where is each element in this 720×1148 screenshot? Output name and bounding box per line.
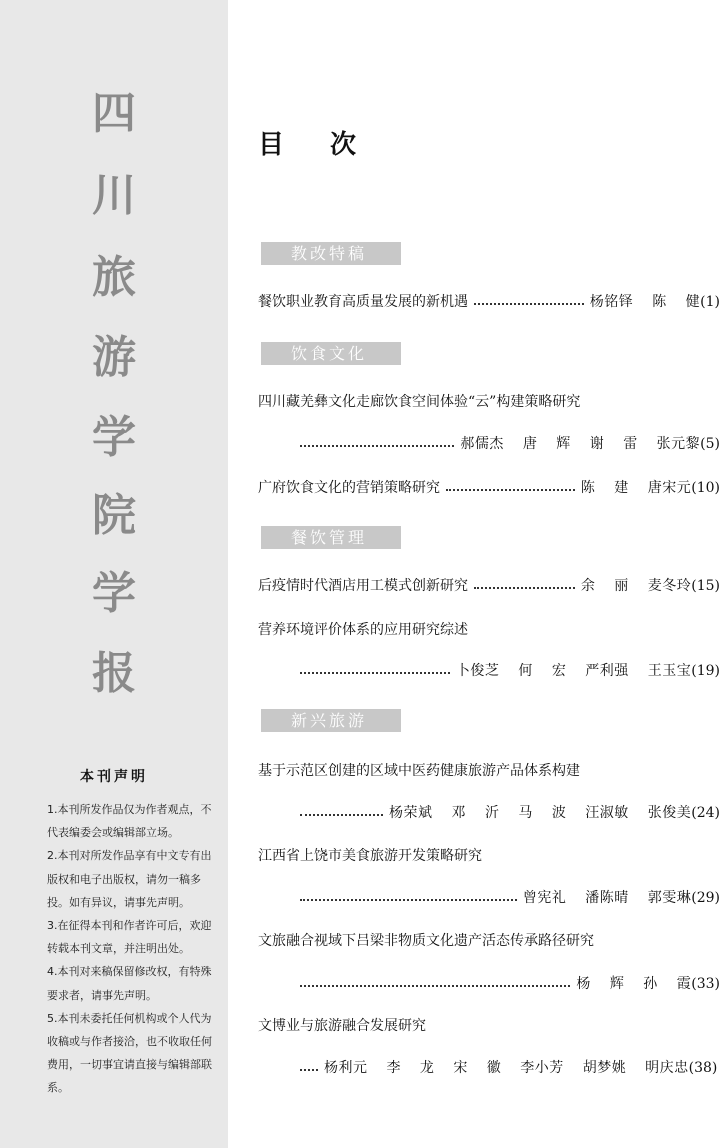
toc-entry[interactable]	[258, 476, 720, 500]
notice-body	[47, 798, 219, 1100]
toc-entry-author-line[interactable]	[300, 801, 720, 825]
toc-heading-char: 次	[330, 130, 357, 160]
toc-entry-author-line[interactable]	[300, 886, 720, 910]
notice-item: 5.本刊未委托任何机构或个人代为收稿或与作者接洽，也不收取任何费用，一切事宜请直接与编辑部联系。	[47, 1011, 212, 1095]
page-number: (19)	[691, 663, 720, 679]
leader-dots	[474, 578, 575, 589]
leader-dots	[300, 976, 570, 987]
page-number: (5)	[700, 436, 720, 452]
journal-title-char: 旅	[92, 252, 136, 303]
article-authors: 郝儒杰 唐 辉 谢 雷 张元黎	[460, 436, 701, 452]
journal-title-char: 四	[92, 88, 136, 139]
page-number: (33)	[691, 976, 720, 992]
journal-title-char: 游	[92, 332, 136, 383]
article-authors: 杨铭铎 陈 健	[589, 294, 701, 310]
article-title: 餐饮职业教育高质量发展的新机遇	[258, 294, 468, 310]
page-number: (15)	[691, 578, 720, 594]
article-authors: 卜俊芝 何 宏 严利强 王玉宝	[455, 663, 692, 679]
leader-dots	[300, 436, 454, 447]
notice-item: 3.在征得本刊和作者许可后，欢迎转载本刊文章，并注明出处。	[47, 919, 212, 956]
toc-heading	[258, 124, 356, 161]
article-title: 江西省上饶市美食旅游开发策略研究	[258, 848, 482, 864]
toc-entry-title-line[interactable]	[258, 929, 720, 953]
leader-dots	[446, 480, 575, 491]
notice-item: 4.本刊对来稿保留修改权，有特殊要求者，请事先声明。	[47, 965, 212, 1002]
article-title: 四川藏羌彝文化走廊饮食空间体验“云”构建策略研究	[258, 394, 581, 410]
section-label: 饮食文化	[261, 342, 401, 365]
notice-item: 1.本刊所发作品仅为作者观点，不代表编委会或编辑部立场。	[47, 803, 212, 840]
section-label: 餐饮管理	[261, 526, 401, 549]
toc-entry-author-line[interactable]	[300, 432, 720, 456]
leader-dots	[300, 663, 450, 674]
journal-title-char: 川	[92, 170, 136, 221]
toc-entry[interactable]	[258, 290, 720, 314]
article-title: 后疫情时代酒店用工模式创新研究	[258, 578, 468, 594]
section-label: 教改特稿	[261, 242, 401, 265]
notice-item: 2.本刊对所发作品享有中文专有出版权和电子出版权，请勿一稿多投。如有异议，请事先声明。	[47, 849, 212, 909]
toc-entry-title-line[interactable]	[258, 759, 720, 783]
leader-dots	[300, 1060, 318, 1071]
toc-entry[interactable]	[258, 574, 720, 598]
leader-dots	[474, 294, 584, 305]
journal-sidebar	[0, 0, 228, 1148]
article-authors: 杨利元 李 龙 宋 徽 李小芳 胡梦姚 明庆忠	[324, 1060, 689, 1076]
page-number: (29)	[691, 890, 720, 906]
article-authors: 陈 建 唐宋元	[580, 480, 692, 496]
toc-entry-title-line[interactable]	[258, 844, 720, 868]
page-number: (24)	[691, 805, 720, 821]
article-authors: 余 丽 麦冬玲	[580, 578, 692, 594]
toc-heading-char: 目	[258, 130, 285, 160]
toc-entry-title-line[interactable]	[258, 618, 720, 642]
article-title: 营养环境评价体系的应用研究综述	[258, 622, 468, 638]
journal-title-char: 报	[92, 648, 136, 699]
page-number: (10)	[691, 480, 720, 496]
article-title: 文旅融合视域下吕梁非物质文化遗产活态传承路径研究	[258, 933, 594, 949]
toc-entry-author-line[interactable]	[300, 659, 720, 683]
page-number: (38)	[688, 1060, 718, 1076]
article-title: 基于示范区创建的区域中医药健康旅游产品体系构建	[258, 763, 580, 779]
toc-entry-author-line[interactable]	[300, 1056, 720, 1080]
toc-entry-title-line[interactable]	[258, 1014, 720, 1038]
notice-title: 本刊声明	[80, 769, 148, 785]
toc-entry-author-line[interactable]	[300, 972, 720, 996]
article-authors: 曾宪礼 潘陈晴 郭雯琳	[522, 890, 692, 906]
article-title: 广府饮食文化的营销策略研究	[258, 480, 440, 496]
leader-dots	[300, 890, 517, 901]
leader-dots	[300, 805, 383, 816]
article-authors: 杨 辉 孙 霞	[576, 976, 692, 992]
journal-title-char: 学	[92, 412, 136, 463]
section-label: 新兴旅游	[261, 709, 401, 732]
page-number: (1)	[700, 294, 720, 310]
journal-title-char: 院	[92, 490, 136, 541]
article-title: 文博业与旅游融合发展研究	[258, 1018, 426, 1034]
article-authors: 杨荣斌 邓 沂 马 波 汪淑敏 张俊美	[389, 805, 692, 821]
journal-title-char: 学	[92, 568, 136, 619]
toc-entry-title-line[interactable]	[258, 390, 720, 414]
